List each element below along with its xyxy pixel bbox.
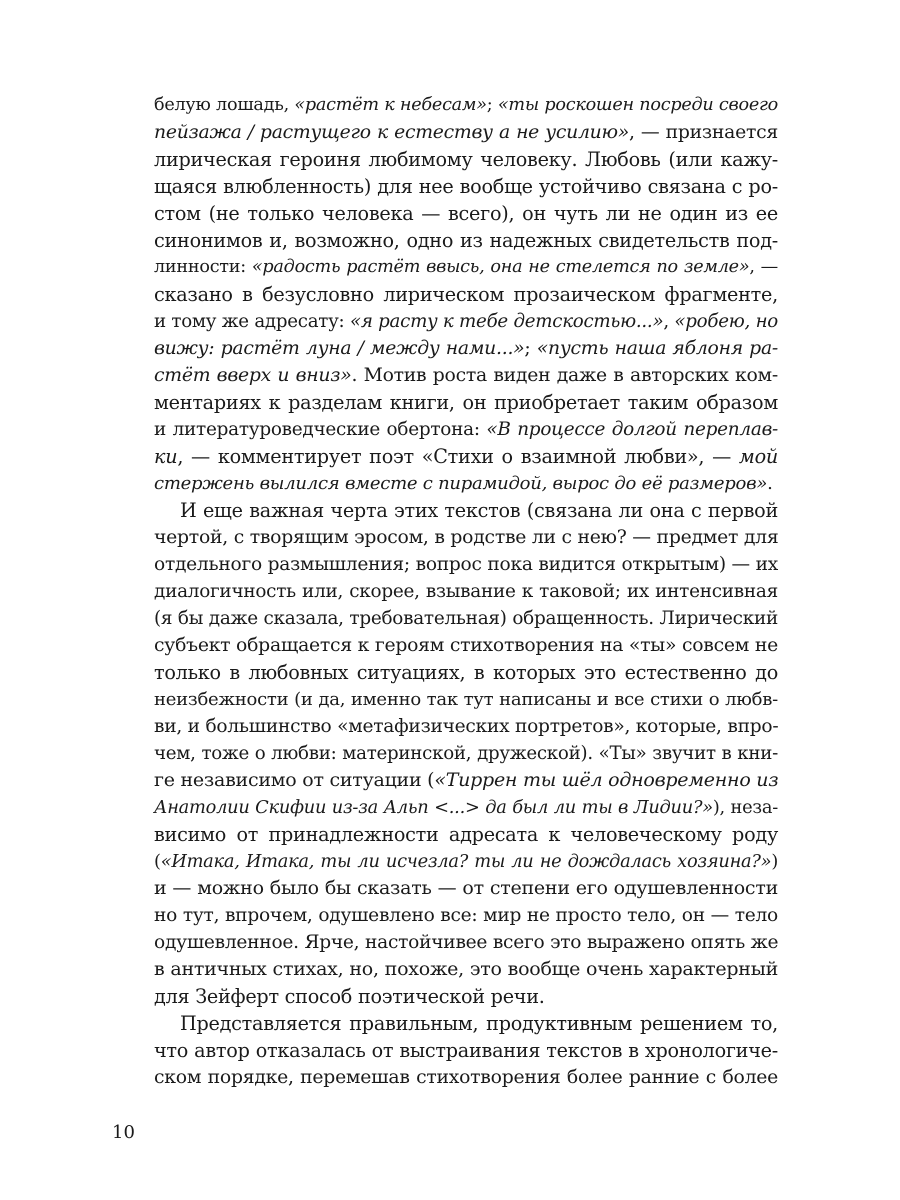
text-line xyxy=(154,929,778,956)
text-line xyxy=(154,173,778,200)
quote-segment: мой xyxy=(738,445,778,468)
text-line xyxy=(154,92,778,119)
text-segment: ви, и большинство «метафизических портретов», которые, впро- xyxy=(154,716,779,737)
text-line xyxy=(154,902,778,929)
text-line xyxy=(154,119,778,146)
quote-segment: «радость растёт ввысь, она не стелется по земле» xyxy=(251,257,750,277)
quote-segment: пейзажа / растущего к естеству а не усилию» xyxy=(154,122,630,143)
text-segment: ментариях к разделам книги, он приобретает таким образом xyxy=(154,391,778,414)
text-segment: неизбежности (и да, именно так тут написаны и все стихи о любв- xyxy=(154,689,778,710)
text-segment: только в любовных ситуациях, в которых это естественно до xyxy=(154,661,778,684)
text-line xyxy=(154,740,778,767)
text-line xyxy=(154,1037,778,1064)
text-segment: и тому же адресату: xyxy=(154,311,350,332)
text-line xyxy=(154,362,778,389)
text-segment: в античных стихах, но, похоже, это вообще очень характерный xyxy=(154,958,778,980)
text-segment: одушевленное. Ярче, настойчивее всего это выражено опять же xyxy=(154,932,779,953)
text-line xyxy=(154,767,778,794)
text-line xyxy=(154,1010,778,1037)
text-line xyxy=(154,794,778,821)
text-line xyxy=(154,983,778,1010)
text-segment: ском порядке, перемешав стихотворения более ранние с более xyxy=(154,1067,778,1088)
text-line xyxy=(154,443,778,470)
page-number: 10 xyxy=(112,1122,135,1143)
text-line xyxy=(154,470,778,497)
text-segment: линности: xyxy=(154,257,252,277)
text-segment: , — комментирует поэт «Стихи о взаимной любви», — xyxy=(177,445,739,468)
text-segment: щаяся влюбленность) для нее вообще устойчиво связана с ро- xyxy=(154,175,778,198)
text-segment: субъект обращается к героям стихотворения на «ты» совсем не xyxy=(154,635,778,656)
quote-segment: Анатолии Скифии из-за Альп <...> да был ли ты в Лидии?» xyxy=(154,797,713,818)
quote-segment: вижу: растёт луна / между нами...» xyxy=(154,338,525,359)
text-segment: и — можно было бы сказать — от степени его одушевленности xyxy=(154,877,778,899)
text-segment: лирическая героиня любимому человеку. Любовь (или кажу- xyxy=(154,148,778,171)
text-line xyxy=(154,659,778,686)
text-segment: ; xyxy=(524,338,537,359)
text-line xyxy=(154,713,778,740)
text-segment: сказано в безусловно лирическом прозаическом фрагменте, xyxy=(154,283,778,306)
quote-segment: ки xyxy=(154,445,178,468)
text-line xyxy=(154,551,778,578)
text-line xyxy=(154,848,778,875)
quote-segment: «пусть наша яблоня ра- xyxy=(536,338,778,359)
text-line xyxy=(154,875,778,902)
text-line xyxy=(154,416,778,443)
text-segment: но тут, впрочем, одушевлено все: мир не просто тело, он — тело xyxy=(154,905,778,926)
text-segment: ( xyxy=(154,851,161,872)
text-line xyxy=(154,254,778,281)
text-segment: стом (не только человека — всего), он чуть ли не один из ее xyxy=(154,202,778,225)
text-segment: , xyxy=(663,311,675,332)
text-segment: . Мотив роста виден даже в авторских ком- xyxy=(351,365,778,386)
text-segment: отдельного размышления; вопрос пока видится открытым) — их xyxy=(154,554,778,575)
text-segment: для Зейферт способ поэтической речи. xyxy=(154,985,545,1008)
quote-segment: «растёт к небесам» xyxy=(294,95,487,115)
text-segment: белую лошадь, xyxy=(154,95,295,115)
text-segment: чертой, с творящим эросом, в родстве ли с нею? — предмет для xyxy=(154,527,779,548)
text-segment: , — признается xyxy=(629,122,778,143)
text-segment: синонимов и, возможно, одно из надежных свидетельств под- xyxy=(154,229,778,252)
text-line xyxy=(154,497,778,524)
text-segment: что автор отказалась от выстраивания текстов в хронологиче- xyxy=(154,1039,778,1062)
text-line xyxy=(154,524,778,551)
text-segment: висимо от принадлежности адресата к человеческому роду xyxy=(154,823,778,846)
quote-segment: «ты роскошен посреди своего xyxy=(497,95,779,115)
quote-segment: «робею, но xyxy=(674,311,778,332)
body-text xyxy=(154,92,778,1091)
text-segment: , — xyxy=(749,257,778,277)
quote-segment: «В процессе долгой переплав- xyxy=(486,419,778,440)
text-segment: Представляется правильным, продуктивным решением то, xyxy=(180,1012,778,1035)
text-line xyxy=(154,200,778,227)
text-segment: диалогичность или, скорее, взывание к таковой; их интенсивная xyxy=(154,581,778,602)
quote-segment: «я расту к тебе детскостью...» xyxy=(349,311,664,332)
text-line xyxy=(154,146,778,173)
text-segment: И еще важная черта этих текстов (связана ли она с первой xyxy=(180,499,778,522)
quote-segment: «Тиррен ты шёл одновременно из xyxy=(434,769,779,791)
text-segment: . xyxy=(767,473,773,494)
text-line xyxy=(154,335,778,362)
text-segment: и литературоведческие обертона: xyxy=(154,419,487,440)
text-segment: ; xyxy=(486,95,498,115)
text-line xyxy=(154,821,778,848)
text-line xyxy=(154,632,778,659)
text-line xyxy=(154,389,778,416)
text-line xyxy=(154,308,778,335)
quote-segment: стёт вверх и вниз» xyxy=(154,365,352,386)
text-line xyxy=(154,281,778,308)
quote-segment: стержень вылился вместе с пирамидой, вырос до её размеров» xyxy=(154,473,768,494)
text-segment: ) xyxy=(771,851,778,872)
text-segment: чем, тоже о любви: материнской, дружеской). «Ты» звучит в кни- xyxy=(154,743,778,764)
text-line xyxy=(154,1064,778,1091)
text-line xyxy=(154,686,778,713)
text-line xyxy=(154,227,778,254)
quote-segment: «Итака, Итака, ты ли исчезла? ты ли не дождалась хозяина?» xyxy=(160,851,772,872)
text-segment: ге независимо от ситуации ( xyxy=(154,769,435,791)
text-segment: (я бы даже сказала, требовательная) обращенность. Лирический xyxy=(154,608,778,629)
text-line xyxy=(154,605,778,632)
text-line xyxy=(154,956,778,983)
text-segment: ), неза- xyxy=(712,797,778,818)
text-line xyxy=(154,578,778,605)
